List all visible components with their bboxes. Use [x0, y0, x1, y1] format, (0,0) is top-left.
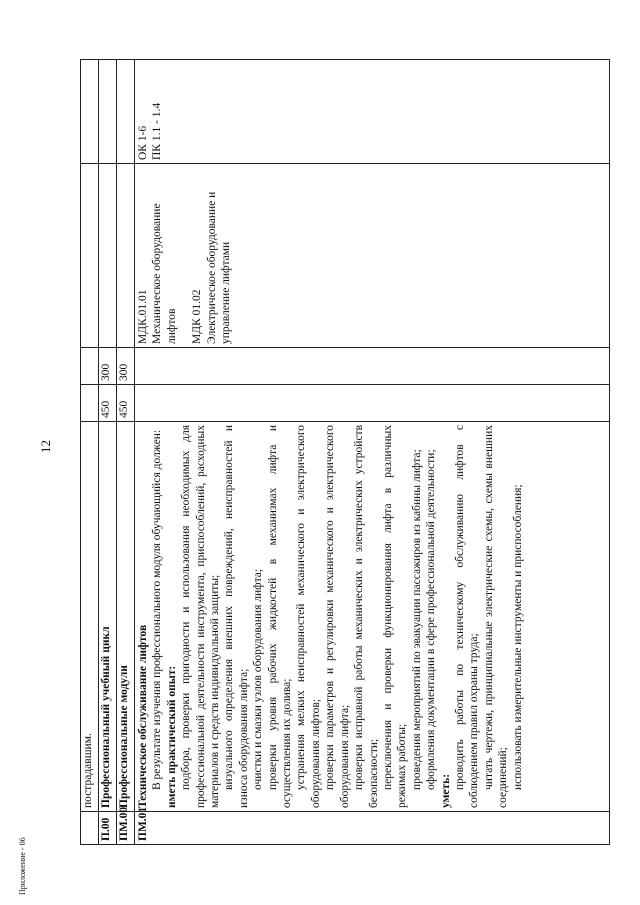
code-cell: ПМ.00: [117, 812, 135, 845]
hours-required-cell: 300: [99, 348, 117, 385]
mdk-item: [190, 167, 233, 344]
list-item: визуального определения внешних повреждений, неисправностей и износа оборудования лифта;: [223, 425, 250, 808]
table-row-continued: [81, 60, 99, 845]
content-cell: Профессиональные модули: [117, 422, 135, 812]
skills-heading: уметь:: [439, 773, 452, 808]
competency-item: ПК 1.1 - 1.4: [151, 102, 164, 160]
list-item: очистки и смазки узлов оборудования лифта;: [252, 568, 265, 790]
list-item: читать чертежи, принципиальные электрические схемы, схемы внешних соединений;: [482, 425, 510, 808]
table-row-pm01: [135, 60, 610, 845]
content-cell: [135, 422, 610, 812]
list-item: проверки параметров и регулировки механического и электрического оборудования лифта;: [324, 425, 351, 808]
list-item: переключения и проверки функционирования лифта в различных режимах работы;: [381, 425, 409, 808]
experience-heading: иметь практический опыт:: [165, 665, 178, 808]
competency-cell: [135, 60, 610, 164]
mdk-name: Механическое оборудование лифтов: [151, 203, 178, 344]
page-number: 12: [38, 440, 53, 453]
mdk-item: [136, 167, 179, 344]
table-row-p00: [99, 60, 117, 845]
table-row-pm00: [117, 60, 135, 845]
code-cell: ПМ.01: [135, 812, 610, 845]
code-cell: [81, 812, 99, 845]
mdk-cell: [117, 164, 135, 348]
list-item: подбора, проверки пригодности и использования необходимых для профессиональной деятельности инструмента, приспособлений, расходных материалов и средств индивидуальной защиты;: [180, 425, 222, 808]
list-item: проведения мероприятий по эвакуации пассажиров из кабины лифта;: [410, 449, 423, 790]
hours-required-cell: [81, 348, 99, 385]
curriculum-table: [80, 60, 610, 845]
mdk-cell: [99, 164, 117, 348]
list-item: проверки исправной работы механических и электрических устройств безопасности;: [353, 425, 380, 808]
hours-max-cell: 450: [99, 385, 117, 422]
list-item: оформления документации в сфере профессиональной деятельности;: [425, 449, 438, 790]
list-item: проверки уровня рабочих жидкостей в механизмах лифта и осуществления их долива;: [266, 425, 294, 808]
hours-max-cell: 450: [117, 385, 135, 422]
module-intro: В результате изучения профессионального модуля обучающийся должен:: [151, 429, 164, 790]
mdk-cell: [81, 164, 99, 348]
hours-max-cell: [81, 385, 99, 422]
hours-required-cell: 300: [117, 348, 135, 385]
hours-required-cell: [135, 348, 610, 385]
competency-cell: [81, 60, 99, 164]
list-item: устранения мелких неисправностей механического и электрического оборудования лифтов;: [295, 425, 322, 808]
mdk-cell: [135, 164, 610, 348]
competency-cell: [99, 60, 117, 164]
footer-note: Приложение - 06: [18, 837, 27, 895]
content-cell: пострадавшим.: [81, 422, 99, 812]
mdk-name: Электрическое оборудование и управление лифтами: [205, 191, 233, 344]
content-cell: Профессиональный учебный цикл: [99, 422, 117, 812]
mdk-code: МДК 01.02: [191, 289, 204, 344]
module-title: Техническое обслуживание лифтов: [137, 624, 149, 808]
list-item: использовать измерительные инструменты и приспособления;: [511, 484, 524, 790]
code-cell: П.00: [99, 812, 117, 845]
list-item: проводить работы по техническому обслуживанию лифтов с соблюдением правил охраны труда;: [453, 425, 481, 808]
mdk-code: МДК.01.01: [137, 289, 149, 344]
competency-cell: [117, 60, 135, 164]
hours-max-cell: [135, 385, 610, 422]
competency-item: ОК 1-6: [137, 125, 149, 160]
